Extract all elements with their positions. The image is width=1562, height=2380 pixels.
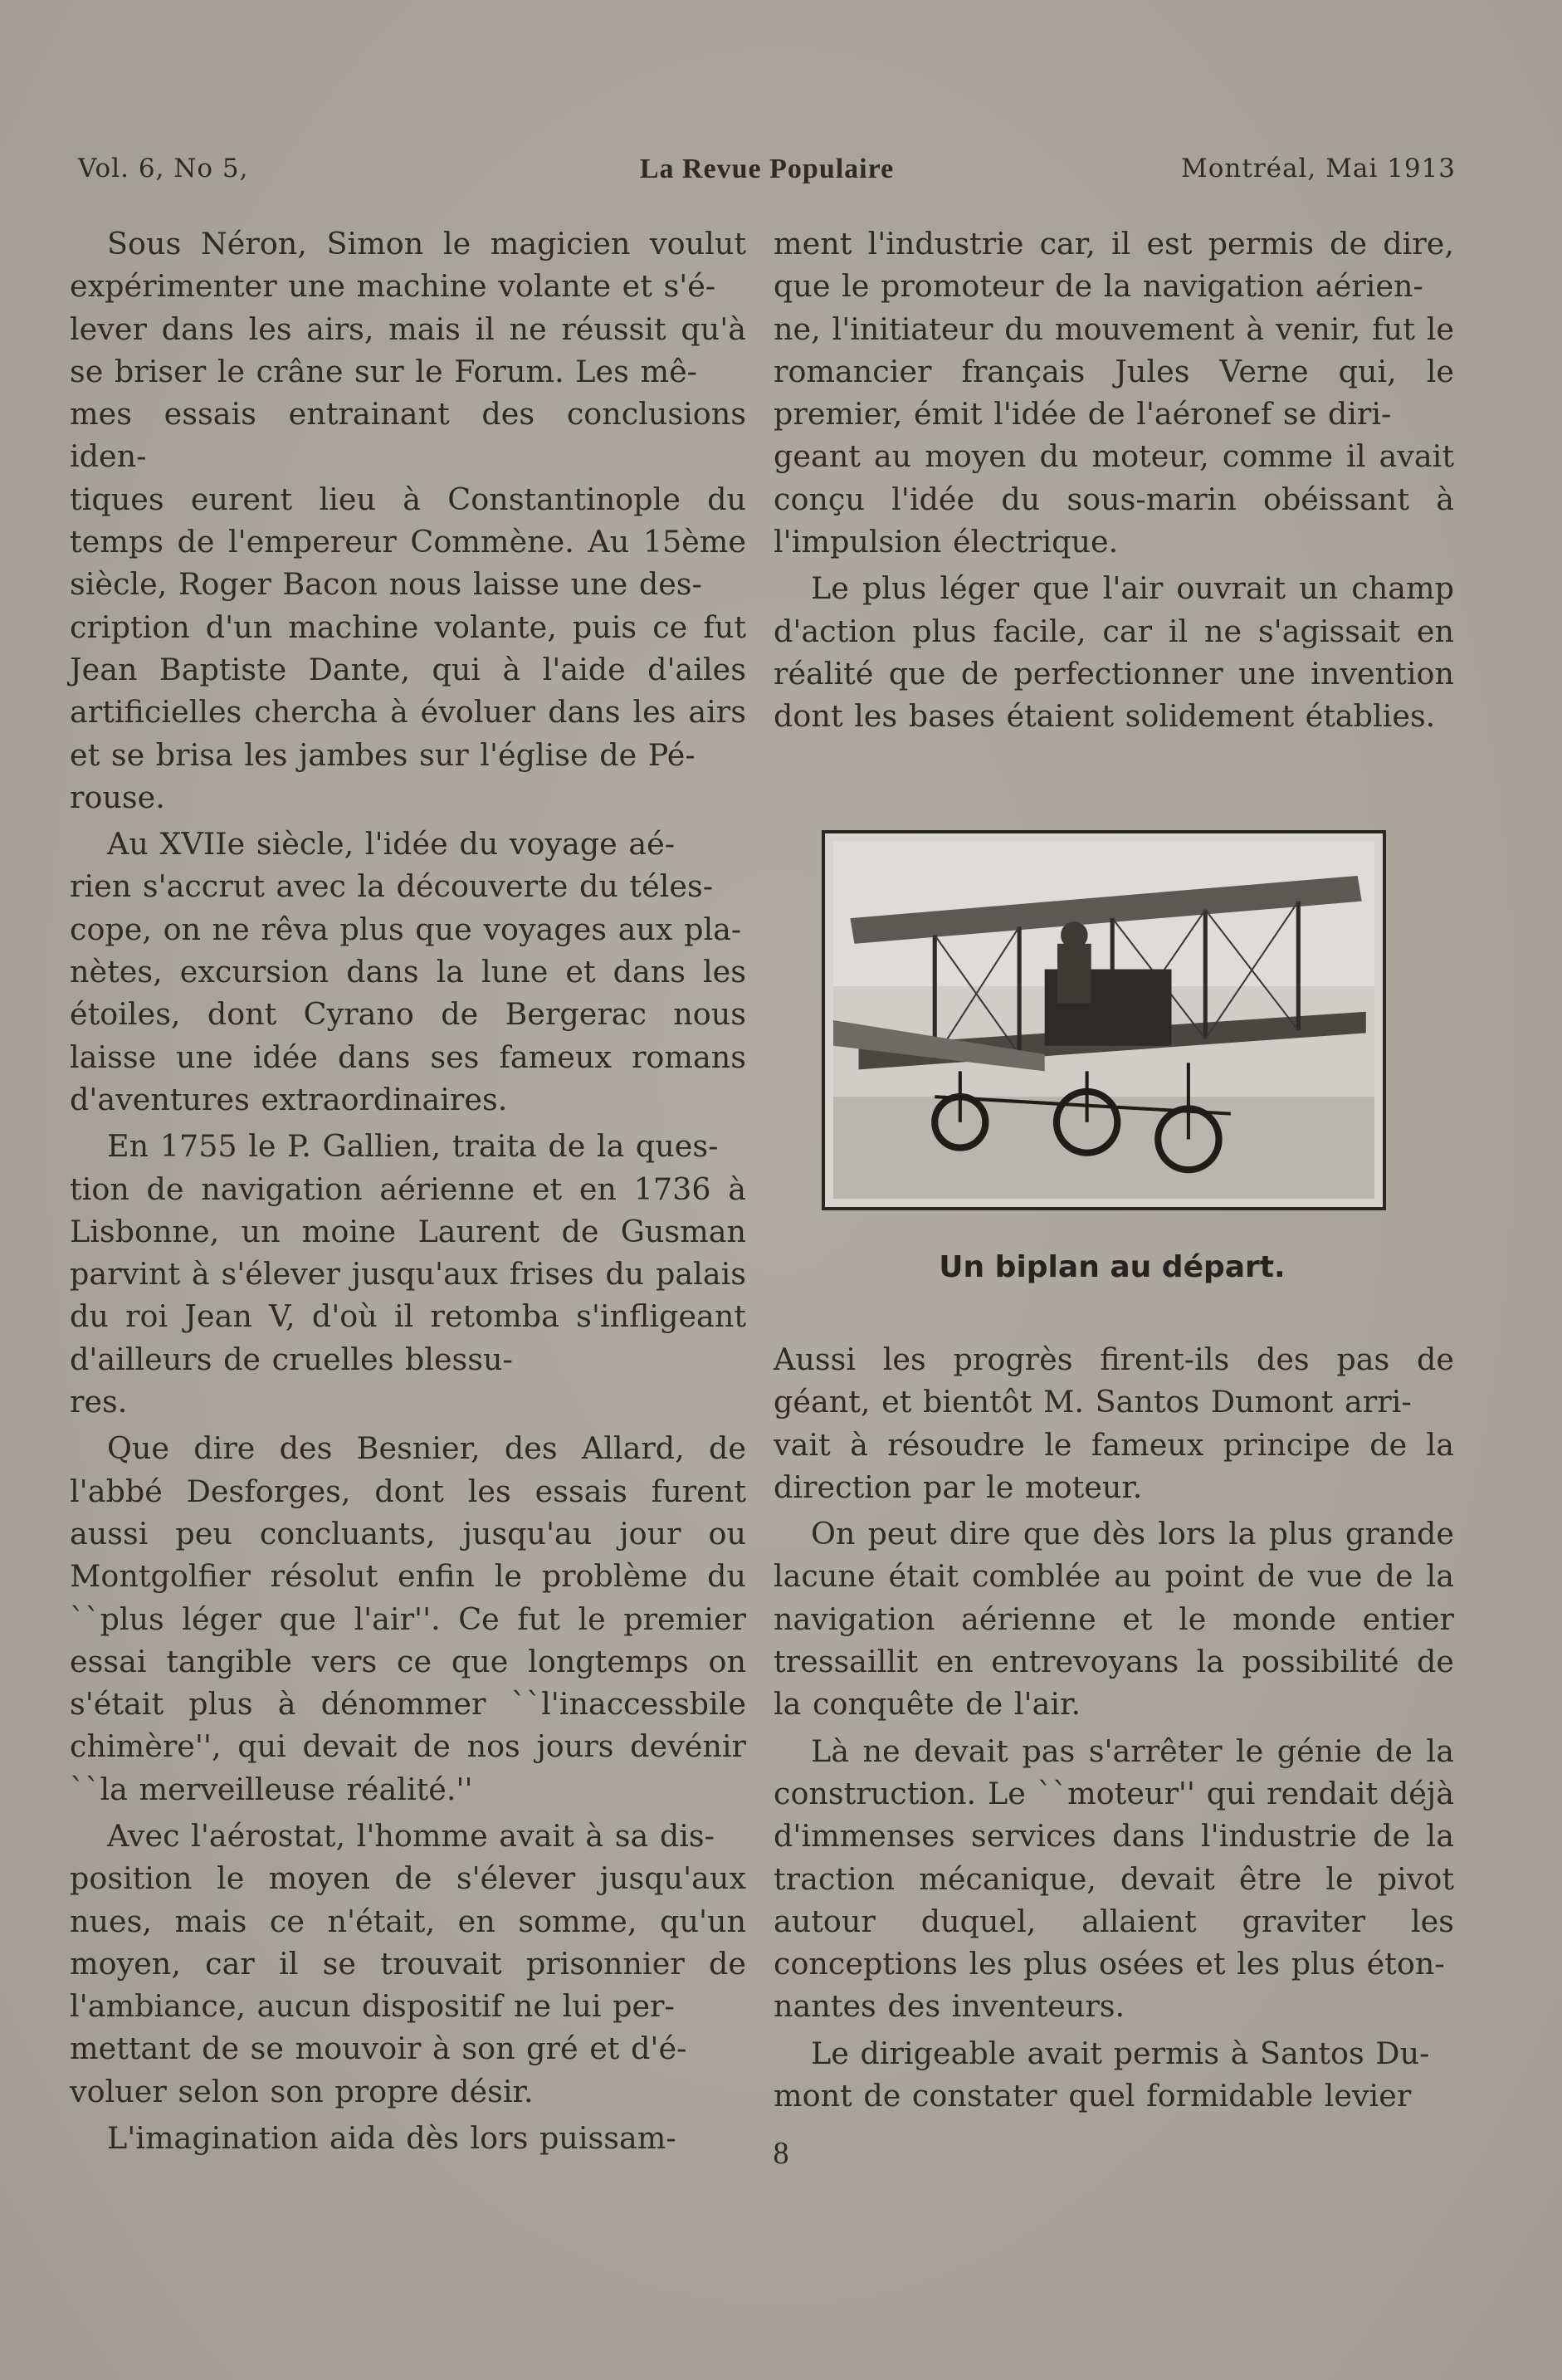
left-column — [70, 222, 746, 2163]
paragraph: Aussi les progrès firent-ils des pas de géant, et bientôt M. Santos Dumont arri- vait à résoudre le fameux principe de la direction par le moteur. — [774, 1341, 1454, 1505]
right-column-bottom — [774, 1338, 1454, 2121]
volume-issue: Vol. 6, No 5, — [78, 154, 249, 183]
figure-caption: Un biplan au départ. — [939, 1250, 1286, 1284]
page-header — [78, 154, 1456, 190]
biplane-photo-icon — [833, 842, 1374, 1199]
paragraph: Avec l'aérostat, l'homme avait à sa dis- position le moyen de s'élever jusqu'aux nues, mais ce n'était, en somme, qu'un moyen, car il se trouvait prisonnier de l'ambiance, aucun dispositif ne lui per- mettant de se mouvoir à son gré et d'é- voluer selon son propre désir. — [70, 1817, 746, 2109]
paragraph: Le dirigeable avait permis à Santos Du- mont de constater quel formidable levier — [774, 2035, 1430, 2114]
biplane-photo — [822, 830, 1386, 1210]
publication-title: La Revue Populaire — [639, 154, 895, 184]
paragraph: Là ne devait pas s'arrêter le génie de la construction. Le ``moteur'' qui rendait déjà d'immenses services dans l'industrie de la traction mécanique, devait être le pivot autour duquel, allaient graviter les conceptions les plus osées et les plus éton- nantes des inventeurs. — [774, 1732, 1454, 2025]
paragraph: On peut dire que dès lors la plus grande lacune était comblée au point de vue de la navigation aérienne et le monde entier tressaillit en entrevoyans la possibilité de la conquête de l'air. — [774, 1516, 1454, 1723]
paragraph: L'imagination aida dès lors puissam- — [107, 2120, 676, 2157]
page-number: 8 — [773, 2136, 789, 2171]
paragraph: Au XVIIe siècle, l'idée du voyage aé- rien s'accrut avec la découverte du téles- cope, on ne rêva plus que voyages aux pla- nètes, excursion dans la lune et dans les étoiles, dont Cyrano de Bergerac nous laisse une idée dans ses fameux romans d'aventures extraordinaires. — [70, 826, 746, 1117]
paragraph: Que dire des Besnier, des Allard, de l'abbé Desforges, dont les essais furent aussi peu concluants, jusqu'au jour ou Montgolfier résolut enfin le problème du ``plus léger que l'air''. Ce fut le premier essai tangible vers ce que longtemps on s'était plus à dénommer ``l'inaccessbile chimère'', qui devait de nos jours devénir ``la merveilleuse réalité.'' — [70, 1430, 746, 1807]
right-column-top — [774, 222, 1454, 742]
paragraph: En 1755 le P. Gallien, traita de la ques- tion de navigation aérienne et en 1736 à Lisbonne, un moine Laurent de Gusman parvint à s'élever jusqu'aux frises du palais du roi Jean V, d'où il retomba s'infligeant d'ailleurs de cruelles blessu- res. — [70, 1128, 746, 1420]
paragraph: Le plus léger que l'air ouvrait un champ d'action plus facile, car il ne s'agissait en réalité que de perfectionner une invention dont les bases étaient solidement établies. — [774, 570, 1454, 735]
place-date: Montréal, Mai 1913 — [1181, 154, 1456, 183]
paragraph: Sous Néron, Simon le magicien voulut expérimenter une machine volante et s'é- lever dans les airs, mais il ne réussit qu'à se briser le crâne sur le Forum. Les mê- mes essais entrainant des conclusions iden- tiques eurent lieu à Constantinople du temps de l'empereur Commène. Au 15ème siècle, Roger Bacon nous laisse une des- cription d'un machine volante, puis ce fut Jean Baptiste Dante, qui à l'aide d'ailes artificielles chercha à évoluer dans les airs et se brisa les jambes sur l'église de Pé- rouse. — [70, 226, 746, 815]
paragraph: ment l'industrie car, il est permis de dire, que le promoteur de la navigation aérien- ne, l'initiateur du mouvement à venir, fut le romancier français Jules Verne qui, le premier, émit l'idée de l'aéronef se diri- geant au moyen du moteur, comme il avait conçu l'idée du sous-marin obéissant à l'impulsion électrique. — [774, 226, 1454, 560]
